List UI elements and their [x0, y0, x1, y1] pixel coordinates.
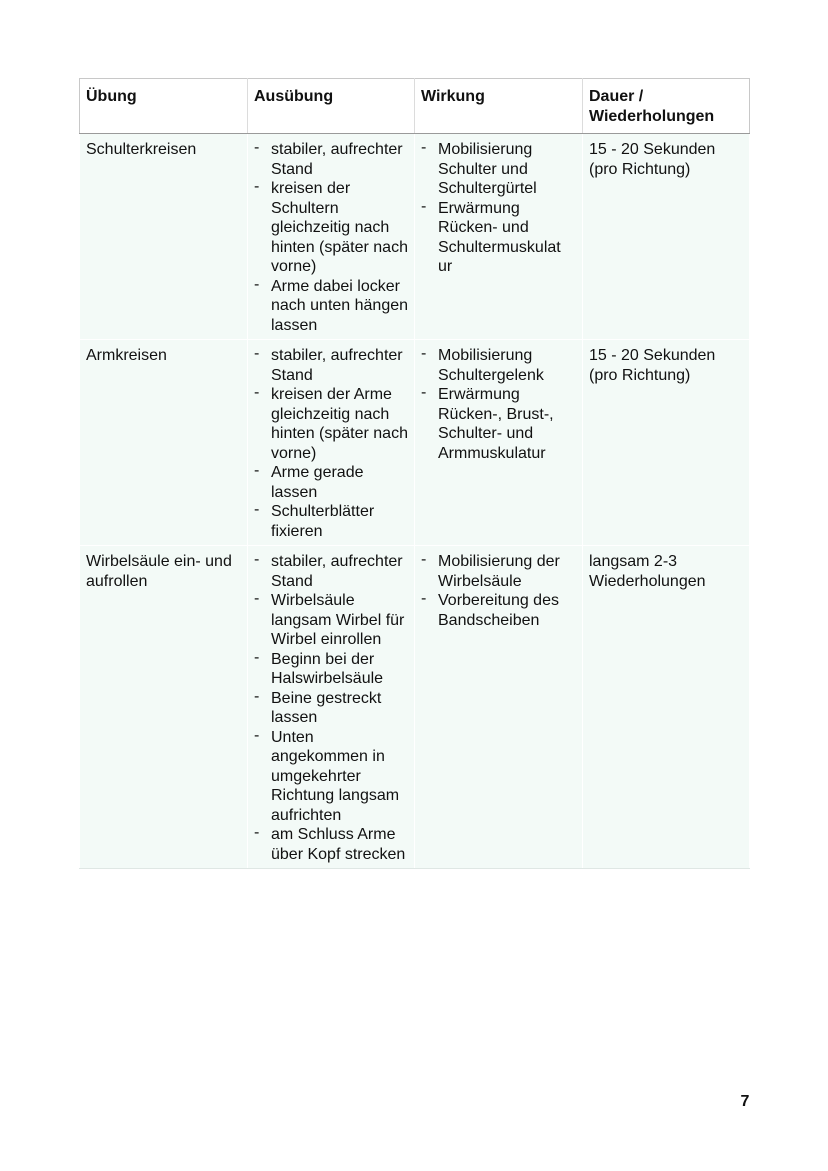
list-item: - Arme gerade lassen [254, 462, 364, 501]
dash-bullet-icon: - [254, 139, 260, 156]
cell-dauer [583, 546, 750, 869]
table-row [80, 134, 750, 340]
list-item: - Mobilisierung Schulter und Schultergürtel [421, 139, 537, 197]
execution-list [254, 346, 408, 541]
dash-bullet-icon: - [254, 590, 260, 607]
list-item: - am Schluss Arme über Kopf strecken [254, 824, 406, 863]
list-item: - Erwärmung Rücken- und Schultermuskulat ur [421, 197, 561, 275]
effect-list [421, 140, 576, 277]
effect-list [421, 346, 576, 463]
execution-list [254, 140, 408, 335]
dash-bullet-icon: - [421, 551, 427, 568]
dash-bullet-icon: - [254, 275, 260, 293]
dash-bullet-icon: - [254, 551, 260, 568]
dash-bullet-icon: - [254, 824, 260, 841]
dash-bullet-icon: - [254, 384, 260, 401]
dash-bullet-icon: - [421, 590, 427, 607]
exercise-name: Wirbelsäule ein- und aufrollen [86, 553, 232, 590]
list-item: - Beine gestreckt lassen [254, 687, 382, 726]
page-number: 7 [740, 1093, 750, 1110]
cell-uebung [80, 546, 248, 869]
list-item: - kreisen der Arme gleichzeitig nach hinten (später nach vorne) [254, 384, 408, 462]
header-wirkung: Wirkung [415, 79, 583, 134]
exercise-name: Armkreisen [86, 347, 167, 364]
table-header-row [80, 79, 750, 134]
dash-bullet-icon: - [254, 726, 260, 744]
execution-list [254, 552, 408, 864]
table-row [80, 340, 750, 546]
list-item: - Erwärmung Rücken-, Brust-, Schulter- und Armmuskulatur [421, 384, 554, 462]
list-item: - Mobilisierung Schultergelenk [421, 345, 544, 384]
list-item: - kreisen der Schultern gleichzeitig nach hinten (später nach vorne) [254, 178, 408, 275]
dash-bullet-icon: - [254, 648, 260, 666]
list-item: - stabiler, aufrechter Stand [254, 551, 403, 590]
header-ausuebung: Ausübung [248, 79, 415, 134]
dash-bullet-icon: - [421, 197, 427, 215]
list-item: - Mobilisierung der Wirbelsäule [421, 551, 560, 590]
cell-dauer [583, 134, 750, 340]
list-item: - Vorbereitung des Bandscheiben [421, 590, 559, 629]
dash-bullet-icon: - [421, 345, 427, 362]
dash-bullet-icon: - [421, 139, 427, 156]
table-row [80, 546, 750, 869]
list-item: - Unten angekommen in umgekehrter Richtung langsam aufrichten [254, 726, 400, 824]
duration-text: langsam 2-3 Wiederholungen [589, 553, 706, 590]
list-item: - Beginn bei der Halswirbelsäule [254, 648, 384, 687]
cell-ausuebung [248, 340, 415, 546]
cell-wirkung [415, 546, 583, 869]
cell-wirkung [415, 340, 583, 546]
cell-dauer [583, 340, 750, 546]
duration-text: 15 - 20 Sekunden (pro Richtung) [589, 141, 716, 178]
cell-ausuebung [248, 546, 415, 869]
list-item: - stabiler, aufrechter Stand [254, 345, 403, 384]
effect-list [421, 552, 576, 630]
list-item: - stabiler, aufrechter Stand [254, 139, 403, 178]
dash-bullet-icon: - [254, 462, 260, 479]
dash-bullet-icon: - [254, 345, 260, 362]
cell-ausuebung [248, 134, 415, 340]
dash-bullet-icon: - [421, 384, 427, 401]
list-item: - Arme dabei locker nach unten hängen lassen [254, 275, 409, 334]
dash-bullet-icon: - [254, 178, 260, 195]
exercise-name: Schulterkreisen [86, 141, 197, 158]
dash-bullet-icon: - [254, 501, 260, 518]
cell-uebung [80, 340, 248, 546]
exercise-table [79, 78, 750, 869]
list-item: - Wirbelsäule langsam Wirbel für Wirbel einrollen [254, 590, 405, 648]
list-item: - Schulterblätter fixieren [254, 501, 375, 540]
cell-wirkung [415, 134, 583, 340]
header-dauer: Dauer / Wiederholungen [583, 79, 750, 134]
dash-bullet-icon: - [254, 687, 260, 705]
header-uebung: Übung [80, 79, 248, 134]
cell-uebung [80, 134, 248, 340]
duration-text: 15 - 20 Sekunden (pro Richtung) [589, 347, 716, 384]
